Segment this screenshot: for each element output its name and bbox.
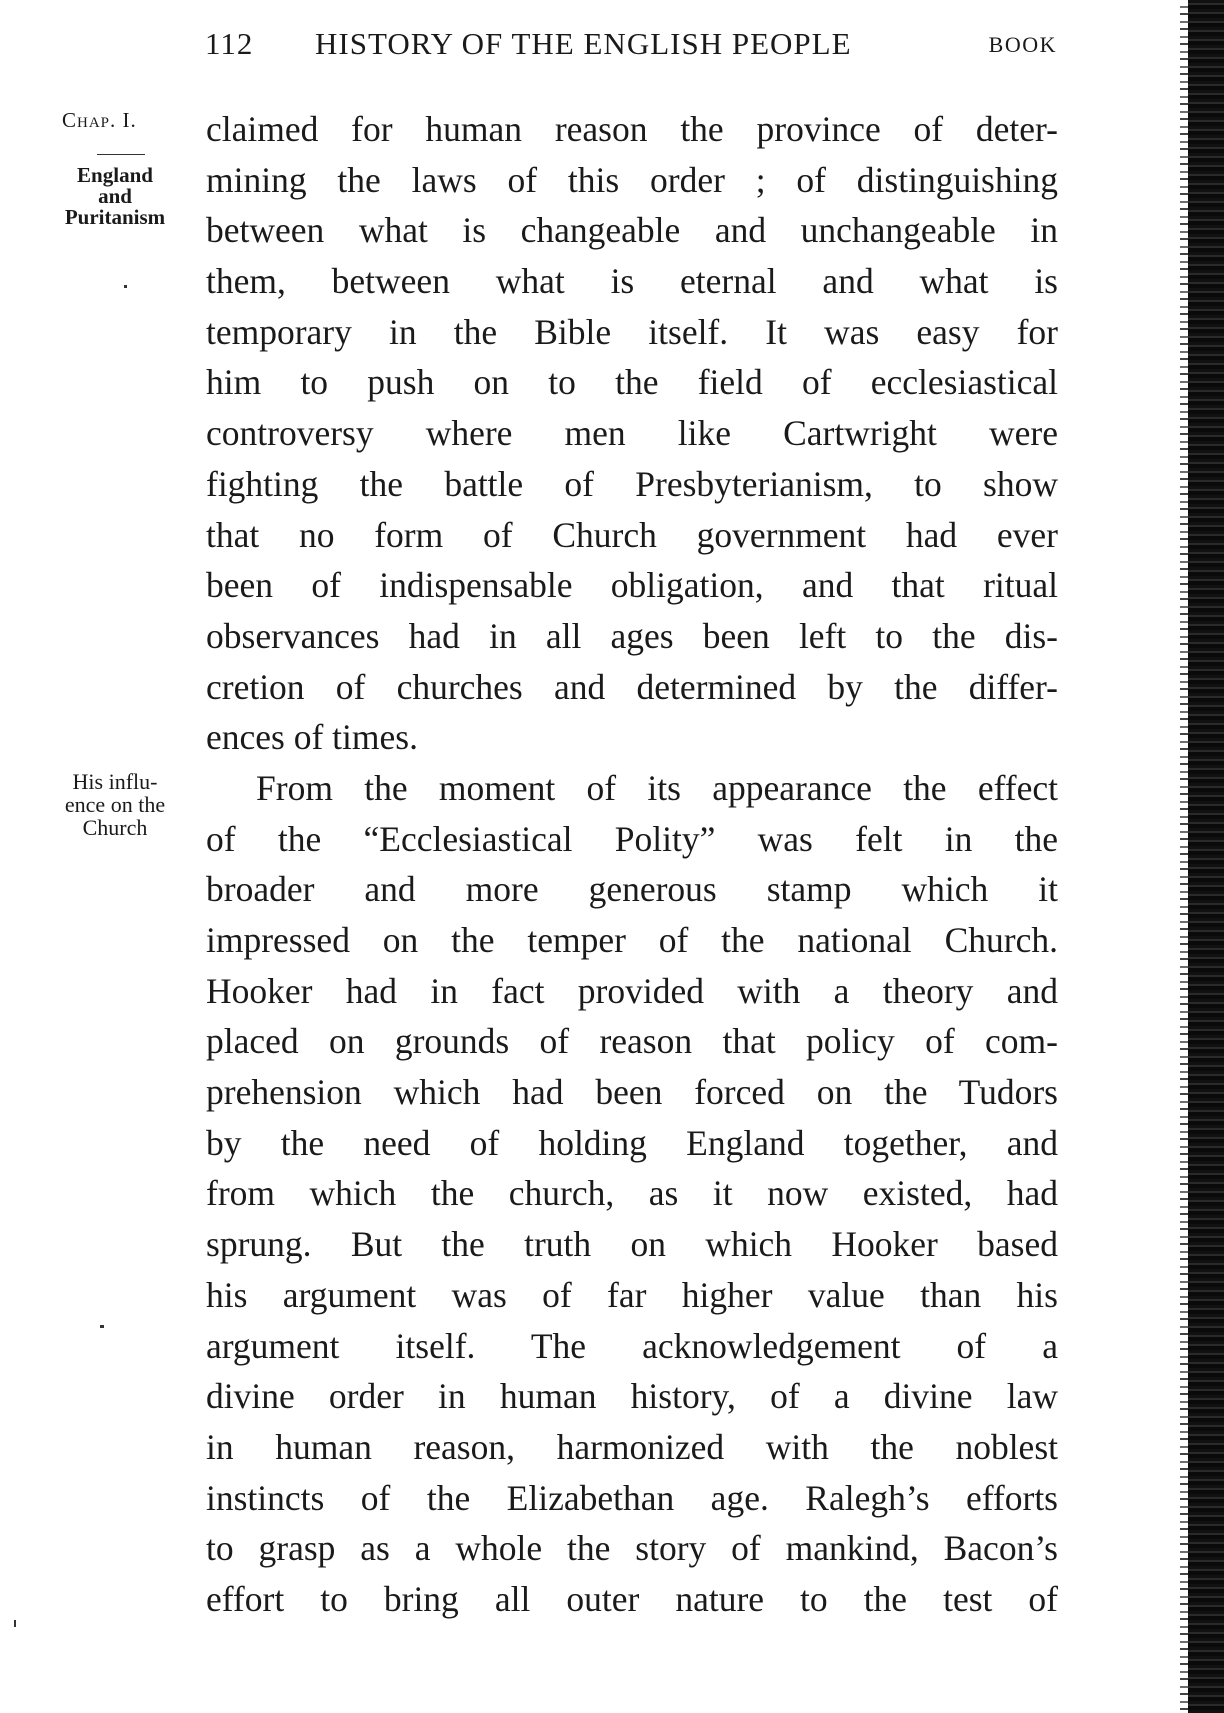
text-line: impressed on the temper of the national Church. [206, 920, 1058, 960]
text-line: his argument was of far higher value than his [206, 1274, 1058, 1315]
page-number: 112 [205, 26, 254, 61]
running-title: HISTORY OF THE ENGLISH PEOPLE [315, 26, 852, 61]
text-line: observances had in all ages been left to the dis- [206, 615, 1058, 656]
text-line: effort to bring all outer nature to the test of [206, 1578, 1058, 1619]
ink-speck [100, 1325, 104, 1328]
text-line: Hooker had in fact provided with a theory and [206, 970, 1058, 1011]
text-line: them, between what is eternal and what is [206, 261, 1058, 302]
text-line: From the moment of its appearance the effect [256, 767, 1058, 808]
sidenote-line: Church [82, 815, 148, 841]
text-line: mining the laws of this order ; of distinguishing [206, 159, 1058, 200]
ink-speck [124, 285, 127, 288]
sidenote-line: ence on the [64, 792, 166, 818]
text-line: placed on grounds of reason that policy of com- [206, 1021, 1058, 1062]
text-line: ences of times. [206, 717, 418, 758]
text-line: instincts of the Elizabethan age. Ralegh’s efforts [206, 1477, 1058, 1518]
sidenote-influence-church [40, 770, 190, 839]
running-header [205, 26, 1057, 70]
text-line: cretion of churches and determined by the differ- [206, 666, 1058, 707]
sidenote-line: His influ- [72, 769, 158, 794]
text-line: divine order in human history, of a divine law [206, 1376, 1058, 1417]
text-line: in human reason, harmonized with the noblest [206, 1426, 1058, 1467]
text-line: of the “Ecclesiastical Polity” was felt in the [206, 818, 1058, 859]
scanned-page-edge [1188, 0, 1224, 1713]
text-line: been of indispensable obligation, and that ritual [206, 565, 1058, 606]
text-line: sprung. But the truth on which Hooker based [206, 1224, 1058, 1265]
chapter-rule [97, 154, 145, 155]
text-line: temporary in the Bible itself. It was easy for [206, 311, 1058, 352]
sidenote-line: Puritanism [64, 205, 166, 229]
text-line: argument itself. The acknowledgement of a [206, 1325, 1058, 1366]
text-line: claimed for human reason the province of deter- [206, 109, 1058, 149]
text-line: that no form of Church government had ever [206, 514, 1058, 555]
sidenote-england-puritanism [36, 165, 194, 228]
text-line: controversy where men like Cartwright were [206, 413, 1058, 454]
sidenote-line: England [77, 163, 153, 187]
text-line: by the need of holding England together, and [206, 1122, 1058, 1163]
chapter-label: Chap. I. [62, 108, 137, 132]
sidenote-line: and [98, 184, 132, 208]
body-text [206, 104, 1058, 1625]
text-line: broader and more generous stamp which it [206, 869, 1058, 910]
text-line: fighting the battle of Presbyterianism, to show [206, 463, 1058, 504]
text-line: to grasp as a whole the story of mankind, Bacon’s [206, 1528, 1058, 1569]
text-line: between what is changeable and unchangeable in [206, 210, 1058, 251]
text-line: him to push on to the field of ecclesiastical [206, 362, 1058, 403]
ink-speck [14, 1620, 16, 1627]
text-line: prehension which had been forced on the Tudors [206, 1072, 1058, 1113]
book-label: BOOK [988, 32, 1057, 57]
text-line: from which the church, as it now existed, had [206, 1173, 1058, 1214]
